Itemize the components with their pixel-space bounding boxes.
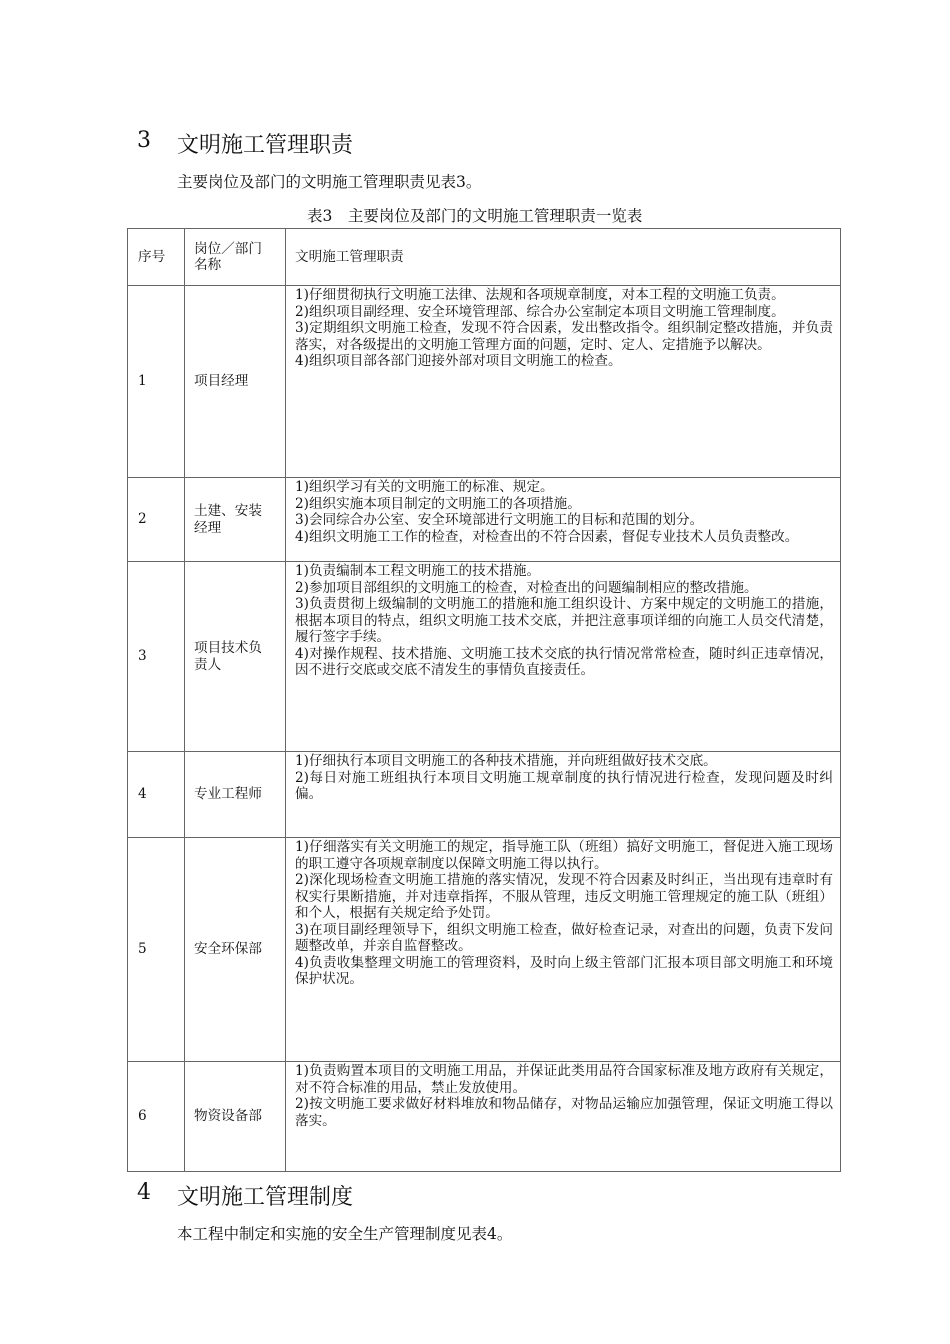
row-duties: [286, 1062, 841, 1172]
duty-item: 4)负责收集整理文明施工的管理资料，及时向上级主管部门汇报本项目部文明施工和环境保护状况。: [295, 954, 833, 987]
table-header-row: [128, 229, 841, 286]
row-no: 5: [128, 838, 185, 1062]
duty-item: 2)按文明施工要求做好材料堆放和物品储存，对物品运输应加强管理，保证文明施工得以落实。: [295, 1096, 833, 1129]
row-duties: [286, 286, 841, 478]
section-4-number: 4: [137, 1180, 151, 1205]
row-role: 物资设备部: [185, 1062, 286, 1172]
header-no: 序号: [128, 229, 185, 286]
duty-item: 1)负责购置本项目的文明施工用品，并保证此类用品符合国家标准及地方政府有关规定，对不符合标准的用品，禁止发放使用。: [295, 1063, 833, 1096]
table-row: [128, 478, 841, 562]
duty-item: 2)参加项目部组织的文明施工的检查，对检查出的问题编制相应的整改措施。: [295, 579, 758, 596]
row-role: 项目经理: [185, 286, 286, 478]
row-no: 3: [128, 562, 185, 752]
duty-item: 2)组织实施本项目制定的文明施工的各项措施。: [295, 495, 581, 512]
row-no: 2: [128, 478, 185, 562]
row-no: 6: [128, 1062, 185, 1172]
row-role: 项目技术负责人: [185, 562, 286, 752]
row-duties: [286, 838, 841, 1062]
table-row: [128, 562, 841, 752]
table-row: [128, 1062, 841, 1172]
row-no: 4: [128, 752, 185, 838]
section-3-number: 3: [137, 128, 151, 153]
duty-item: 3)定期组织文明施工检查，发现不符合因素，发出整改指令。组织制定整改措施，并负责落实，对各级提出的文明施工管理方面的问题，定时、定人、定措施予以解决。: [295, 320, 833, 353]
row-role: 土建、安装经理: [185, 478, 286, 562]
duty-item: 1)组织学习有关的文明施工的标准、规定。: [295, 479, 554, 495]
duty-item: 4)组织项目部各部门迎接外部对项目文明施工的检查。: [295, 353, 622, 369]
duty-item: 4)对操作规程、技术措施、文明施工技术交底的执行情况常常检查，随时纠正违章情况，因不进行交底或交底不清发生的事情负直接责任。: [295, 645, 833, 678]
duty-item: 2)深化现场检查文明施工措施的落实情况，发现不符合因素及时纠正，当出现有违章时有权实行果断措施，并对违章指挥，不服从管理，违反文明施工管理规定的施工队（班组）和个人，根据有关规定给予处罚。: [295, 872, 833, 921]
duty-item: 4)组织文明施工工作的检查，对检查出的不符合因素，督促专业技术人员负责整改。: [295, 528, 799, 545]
row-no: 1: [128, 286, 185, 478]
duty-item: 3)在项目副经理领导下，组织文明施工检查，做好检查记录，对查出的问题，负责下发问题整改单，并亲自监督整改。: [295, 921, 833, 954]
header-duty: 文明施工管理职责: [286, 229, 841, 286]
duties-table: [127, 228, 841, 1172]
duty-item: 1)负责编制本工程文明施工的技术措施。: [295, 563, 541, 579]
duty-item: 2)每日对施工班组执行本项目文明施工规章制度的执行情况进行检查，发现问题及时纠偏。: [295, 769, 833, 802]
section-4-intro: 本工程中制定和实施的安全生产管理制度见表4。: [177, 1225, 513, 1243]
section-4-title: 文明施工管理制度: [177, 1185, 354, 1210]
duty-item: 1)仔细执行本项目文明施工的各种技术措施，并向班组做好技术交底。: [295, 753, 717, 769]
duty-item: 2)组织项目副经理、安全环境管理部、综合办公室制定本项目文明施工管理制度。: [295, 303, 785, 320]
row-duties: [286, 752, 841, 838]
duty-item: 3)会同综合办公室、安全环境部进行文明施工的目标和范围的划分。: [295, 512, 704, 528]
table-row: [128, 286, 841, 478]
row-duties: [286, 478, 841, 562]
duty-item: 1)仔细落实有关文明施工的规定，指导施工队（班组）搞好文明施工，督促进入施工现场的职工遵守各项规章制度以保障文明施工得以执行。: [295, 839, 833, 872]
row-role: 安全环保部: [185, 838, 286, 1062]
row-duties: [286, 562, 841, 752]
section-3-title: 文明施工管理职责: [177, 133, 354, 158]
table-3-caption: 表3 主要岗位及部门的文明施工管理职责一览表: [307, 207, 643, 225]
header-role: 岗位／部门名称: [185, 229, 286, 286]
duty-item: 3)负责贯彻上级编制的文明施工的措施和施工组织设计、方案中规定的文明施工的措施，根据本项目的特点，组织文明施工技术交底，并把注意事项详细的向施工人员交代清楚，履行签字手续。: [295, 596, 833, 645]
table-row: [128, 838, 841, 1062]
duty-item: 1)仔细贯彻执行文明施工法律、法规和各项规章制度，对本工程的文明施工负责。: [295, 287, 785, 303]
row-role: 专业工程师: [185, 752, 286, 838]
table-row: [128, 752, 841, 838]
section-3-intro: 主要岗位及部门的文明施工管理职责见表3。: [177, 173, 482, 191]
